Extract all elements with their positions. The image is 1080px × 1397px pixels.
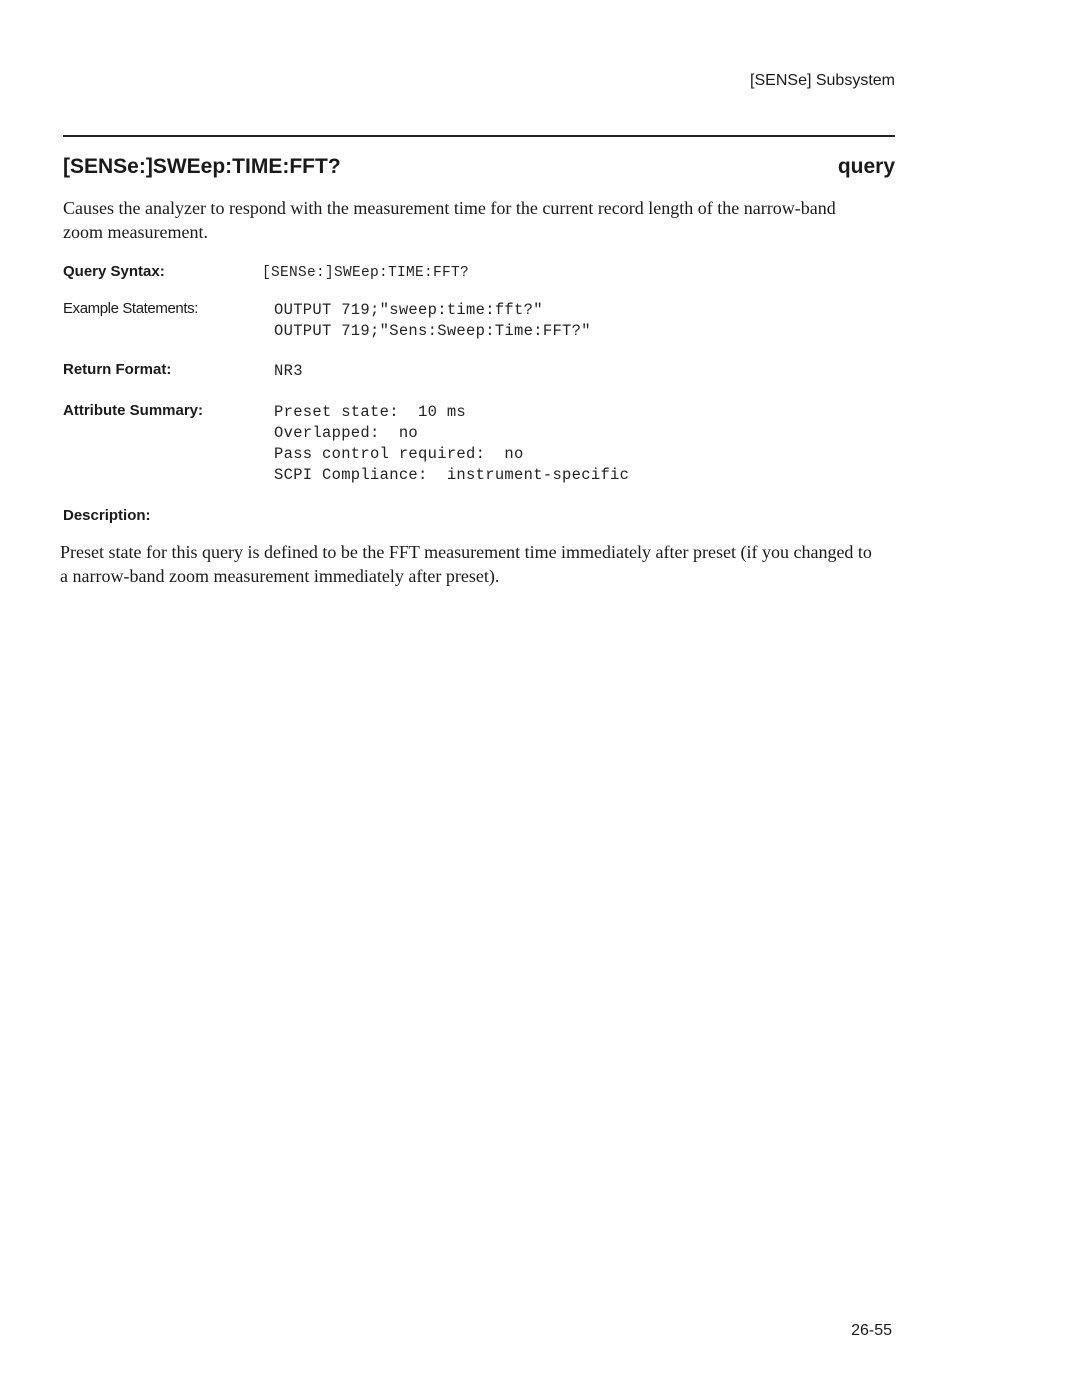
- attribute-summary-label: Attribute Summary:: [63, 402, 204, 419]
- command-title: [SENSe:]SWEep:TIME:FFT?: [63, 155, 341, 178]
- description-paragraph: Preset state for this query is defined to be the FFT measurement time immediately after preset (if you changed to a narrow-band zoom measurement immediately after preset).: [60, 542, 872, 586]
- description-label: Description:: [63, 507, 151, 524]
- running-header: [SENSe] Subsystem: [750, 72, 895, 89]
- query-syntax-label: Query Syntax:: [63, 263, 165, 280]
- return-format-label: Return Format:: [63, 361, 172, 378]
- attribute-line: Pass control required: no: [274, 445, 524, 463]
- attribute-line: Preset state: 10 ms: [274, 403, 467, 421]
- intro-paragraph: Causes the analyzer to respond with the measurement time for the current record length of the narrow-band zoom measurement.: [63, 198, 836, 242]
- example-statement-line: OUTPUT 719;"Sens:Sweep:Time:FFT?": [274, 322, 591, 340]
- return-format-value: NR3: [274, 362, 303, 380]
- command-type: query: [837, 155, 895, 178]
- example-statements-label: Example Statements:: [63, 300, 198, 317]
- attribute-line: Overlapped: no: [274, 424, 419, 442]
- example-statement-line: OUTPUT 719;"sweep:time:fft?": [274, 301, 543, 319]
- header-rule: [63, 135, 895, 137]
- query-syntax-value: [SENSe:]SWEep:TIME:FFT?: [262, 265, 470, 281]
- page-number: 26-55: [851, 1322, 892, 1339]
- attribute-line: SCPI Compliance: instrument-specific: [274, 466, 630, 484]
